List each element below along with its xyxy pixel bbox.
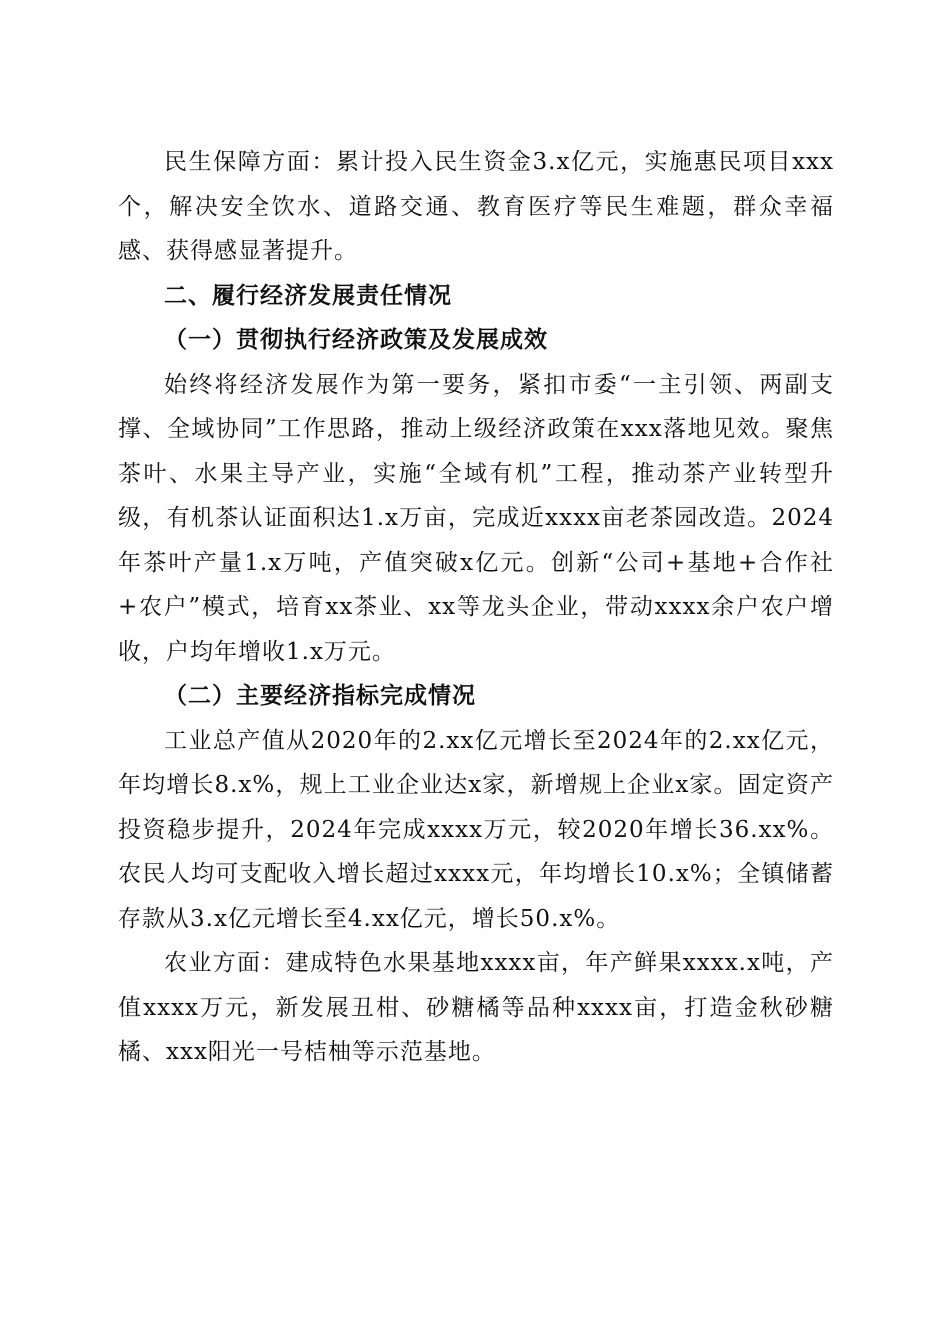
paragraph-economic-indicators: 工业总产值从2020年的2.xx亿元增长至2024年的2.xx亿元，年均增长8.x%，规上工业企业达x家，新增规上企业x家。固定资产投资稳步提升，2024年完成xxxx万元，较2020年增长36.xx%。农民人均可支配收入增长超过xxxx元，年均增长10.x%；全镇储蓄存款从3.x亿元增长至4.xx亿元，增长50.x%。 bbox=[118, 727, 834, 932]
paragraph-policy-implementation: 始终将经济发展作为第一要务，紧扣市委“一主引领、两副支撑、全域协同”工作思路，推动上级经济政策在xxx落地见效。聚焦茶叶、水果主导产业，实施“全域有机”工程，推动茶产业转型升级，有机茶认证面积达1.x万亩，完成近xxxx亩老茶园改造。2024年茶叶产量1.x万吨，产值突破x亿元。创新“公司+基地+合作社+农户”模式，培育xx茶业、xx等龙头企业，带动xxxx余户农户增收，户均年增收1.x万元。 bbox=[118, 371, 834, 665]
document-page bbox=[118, 140, 834, 1075]
subsection-heading-policy-implementation: （一）贯彻执行经济政策及发展成效 bbox=[164, 326, 548, 353]
paragraph-agriculture: 农业方面：建成特色水果基地xxxx亩，年产鲜果xxxx.x吨，产值xxxx万元，新发展丑柑、砂糖橘等品种xxxx亩，打造金秋砂糖橘、xxx阳光一号桔柚等示范基地。 bbox=[118, 950, 834, 1065]
section-heading-economic-responsibility: 二、履行经济发展责任情况 bbox=[164, 282, 452, 309]
paragraph-livelihood: 民生保障方面：累计投入民生资金3.x亿元，实施惠民项目xxx个，解决安全饮水、道路交通、教育医疗等民生难题，群众幸福感、获得感显著提升。 bbox=[118, 149, 834, 264]
subsection-heading-economic-indicators: （二）主要经济指标完成情况 bbox=[164, 682, 476, 709]
